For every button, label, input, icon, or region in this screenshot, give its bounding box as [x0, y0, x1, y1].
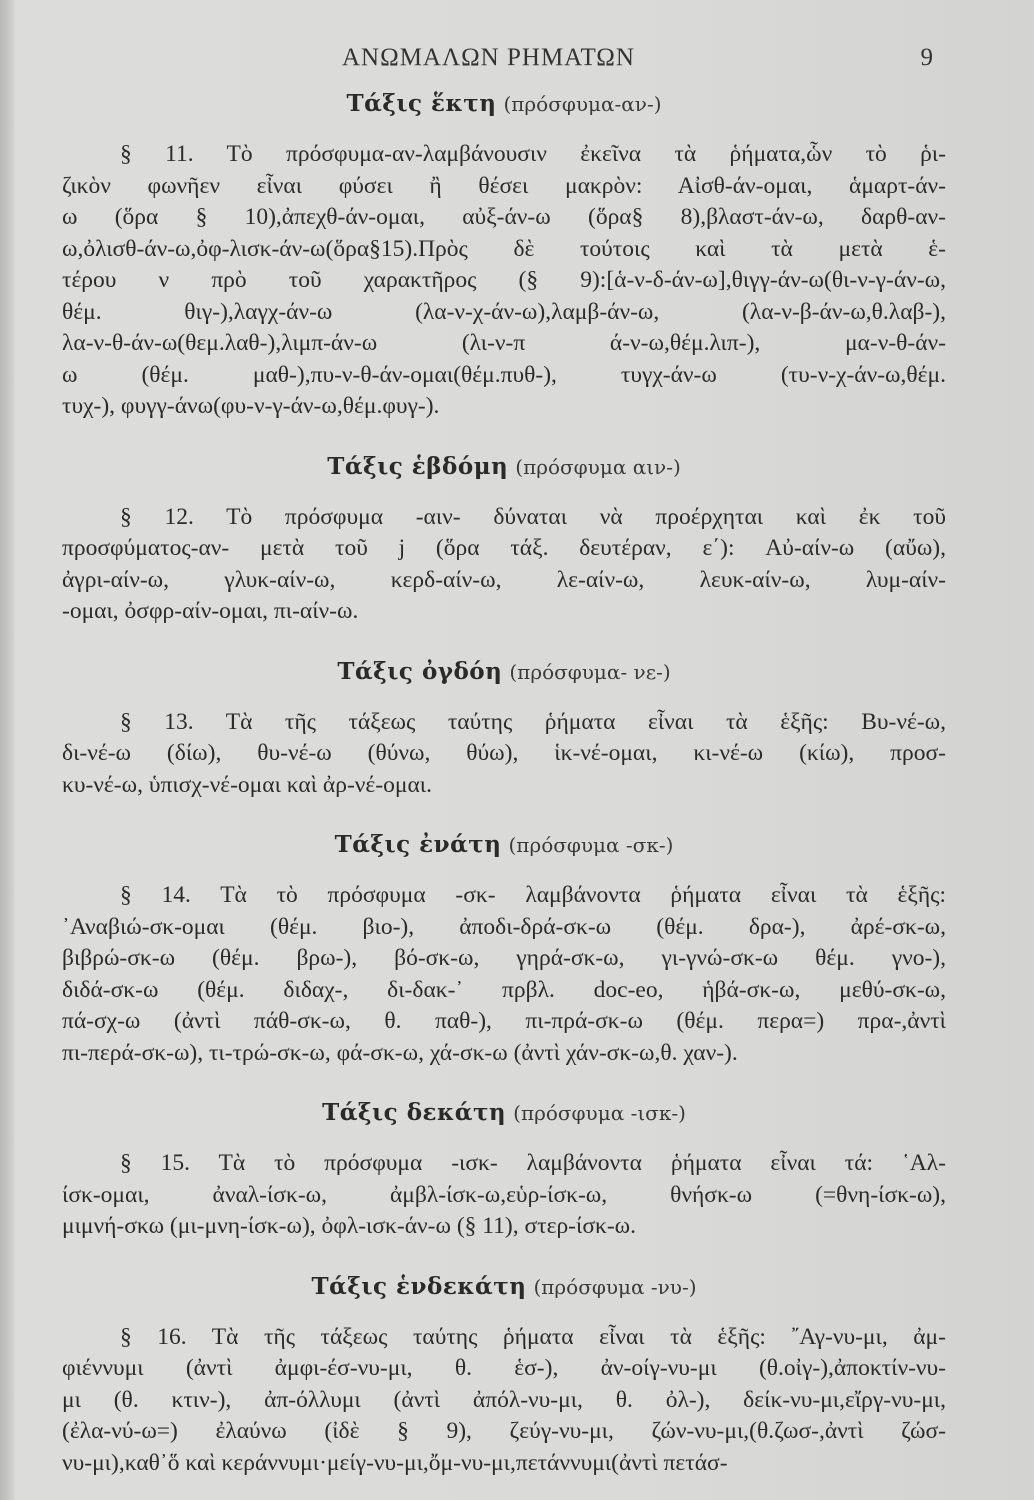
text-line: θέμ. θιγ-),λαγχ-άν-ω (λα-ν-χ-άν-ω),λαμβ-άν-ω, (λα-ν-β-άν-ω,θ.λαβ-), [62, 298, 946, 325]
text-line: πι-περά-σκ-ω), τι-τρώ-σκ-ω, φά-σκ-ω, χά-σκ-ω (ἀντὶ χάν-σκ-ω,θ. χαν-). [62, 1039, 738, 1066]
section-paragraph [62, 139, 946, 423]
text-line: ᾿Αναβιώ-σκ-ομαι (θέμ. βιο-), ἀποδι-δρά-σκ-ω (θέμ. δρα-), ἀρέ-σκ-ω, [62, 913, 946, 940]
running-title: ΑΝΩΜΑΛΩΝ ΡΗΜΑΤΩΝ [342, 44, 635, 71]
text-line: § 11. Τὸ πρόσφυμα-αν-λαμβάνουσιν ἐκεῖνα τὰ ῥήματα,ὧν τὸ ῥι- [120, 141, 946, 167]
text-line: τυχ-), φυγγ-άνω(φυ-ν-γ-άν-ω,θέμ.φυγ-). [62, 393, 440, 419]
text-line: (ἐλα-νύ-ω=) ἐλαύνω (ἰδὲ § 9), ζεύγ-νυ-μι, ζών-νυ-μι,(θ.ζωσ-,ἀντὶ ζώσ- [62, 1418, 946, 1444]
section-heading-title: Τάξις ἑβδόμη [327, 452, 509, 480]
text-line: κυ-νέ-ω, ὑπισχ-νέ-ομαι καὶ ἀρ-νέ-ομαι. [62, 771, 432, 798]
section-heading-suffix: (πρόσφυμα- νε-) [509, 659, 671, 684]
section-paragraph [62, 1322, 946, 1480]
section-heading-suffix: (πρόσφυμα -νυ-) [533, 1274, 697, 1299]
text-line: ἀγρι-αίν-ω, γλυκ-αίν-ω, κερδ-αίν-ω, λε-αίν-ω, λευκ-αίν-ω, λυμ-αίν- [62, 566, 946, 593]
section-heading-title: Τάξις ὀγδόη [337, 657, 503, 685]
section-heading [62, 831, 946, 858]
section-heading [62, 658, 946, 685]
text-line: § 13. Τὰ τῆς τάξεως ταύτης ῥήματα εἶναι τὰ ἑξῆς: Βυ-νέ-ω, [120, 708, 946, 735]
section-heading-title: Τάξις ἑνδεκάτη [311, 1272, 527, 1300]
text-line: ίσκ-ομαι, ἀναλ-ίσκ-ω, ἀμβλ-ίσκ-ω,εὑρ-ίσκ-ω, θνήσκ-ω (=θνη-ίσκ-ω), [62, 1181, 946, 1208]
page-spine-shadow [0, 0, 14, 1500]
text-line: προσφύματος-αν- μετὰ τοῦ j (ὅρα τάξ. δευτέραν, ε΄): Αὐ-αίν-ω (αὔω), [62, 535, 946, 561]
text-line: τέρου ν πρὸ τοῦ χαρακτῆρος (§ 9):[ἁ-ν-δ-άν-ω],θιγγ-άν-ω(θι-ν-γ-άν-ω, [62, 267, 946, 293]
text-line: μιμνή-σκω (μι-μνη-ίσκ-ω), ὀφλ-ισκ-άν-ω (§ 11), στερ-ίσκ-ω. [62, 1213, 637, 1239]
section-paragraph [62, 1148, 946, 1243]
section-heading-title: Τάξις ἐνάτη [334, 831, 502, 858]
running-header [62, 38, 946, 82]
section-heading [62, 1099, 946, 1126]
section-heading [62, 1273, 946, 1300]
section-heading-suffix: (πρόσφυμα -ισκ-) [513, 1101, 686, 1125]
section-heading [62, 453, 946, 480]
section-heading-title: Τάξις δεκάτη [322, 1099, 507, 1126]
text-line: διδά-σκ-ω (θέμ. διδαχ-, δι-δακ-᾿ πρβλ. doc-eo, ἡβά-σκ-ω, μεθύ-σκ-ω, [62, 976, 946, 1003]
text-line: λα-ν-θ-άν-ω(θεμ.λαθ-),λιμπ-άν-ω (λι-ν-π ά-ν-ω,θέμ.λιπ-), μα-ν-θ-άν- [62, 330, 946, 356]
text-line: βιβρώ-σκ-ω (θέμ. βρω-), βό-σκ-ω, γηρά-σκ-ω, γι-γνώ-σκ-ω θέμ. γνο-), [62, 945, 946, 971]
section-heading-suffix: (πρόσφυμα -σκ-) [508, 833, 674, 857]
text-line: § 14. Τὰ τὸ πρόσφυμα -σκ- λαμβάνοντα ῥήματα εἶναι τὰ ἑξῆς: [120, 882, 946, 908]
text-line: φιέννυμι (ἀντὶ ἀμφι-έσ-νυ-μι, θ. ἑσ-), ἀν-οίγ-νυ-μι (θ.οἰγ-),ἀποκτίν-νυ- [62, 1355, 946, 1381]
page-number: 9 [920, 44, 934, 71]
text-line: μι (θ. κτιν-), ἀπ-όλλυμι (ἀντὶ ἀπόλ-νυ-μι, θ. ὀλ-), δείκ-νυ-μι,εἴργ-νυ-μι, [62, 1386, 946, 1413]
text-line: ω (θέμ. μαθ-),πυ-ν-θ-άν-ομαι(θέμ.πυθ-), τυγχ-άν-ω (τυ-ν-χ-άν-ω,θέμ. [62, 361, 946, 388]
page-body [62, 90, 946, 1479]
section-paragraph [62, 502, 946, 628]
text-line: ζικὸν φωνῆεν εἶναι φύσει ἢ θέσει μακρὸν: Αἰσθ-άν-ομαι, ἁμαρτ-άν- [62, 172, 946, 199]
section-heading [62, 90, 946, 117]
text-line: -ομαι, ὀσφρ-αίν-ομαι, πι-αίν-ω. [62, 598, 359, 624]
section-paragraph [62, 707, 946, 802]
text-line: δι-νέ-ω (δίω), θυ-νέ-ω (θύνω, θύω), ἱκ-νέ-ομαι, κι-νέ-ω (κίω), προσ- [62, 740, 946, 766]
text-line: ω (ὅρα § 10),ἀπεχθ-άν-ομαι, αὐξ-άν-ω (ὅρα§ 8),βλαστ-άν-ω, δαρθ-αν- [62, 204, 946, 230]
section-paragraph [62, 880, 946, 1069]
section-heading-suffix: (πρόσφυμα-αν-) [503, 92, 662, 116]
section-heading-title: Τάξις ἕκτη [346, 90, 497, 117]
text-line: νυ-μι),καθ᾿ὅ καὶ κεράννυμι·μείγ-νυ-μι,ὄμ-νυ-μι,πετάννυμι(ἀντὶ πετάσ- [62, 1449, 728, 1476]
text-line: § 15. Τὰ τὸ πρόσφυμα -ισκ- λαμβάνοντα ῥήματα εἶναι τά: ῾Αλ- [120, 1150, 946, 1176]
section-heading-suffix: (πρόσφυμα αιν-) [515, 454, 681, 479]
text-line: ω,ὀλισθ-άν-ω,ὀφ-λισκ-άν-ω(ὅρα§15).Πρὸς δὲ τούτοις καὶ τὰ μετὰ ἑ- [62, 235, 946, 262]
text-line: πά-σχ-ω (ἀντὶ πάθ-σκ-ω, θ. παθ-), πι-πρά-σκ-ω (θέμ. περα=) πρα-,ἀντὶ [62, 1008, 946, 1034]
text-line: § 16. Τὰ τῆς τάξεως ταύτης ῥήματα εἶναι τὰ ἑξῆς: ῎Αγ-νυ-μι, ἀμ- [120, 1323, 946, 1350]
text-line: § 12. Τὸ πρόσφυμα -αιν- δύναται νὰ προέρχηται καὶ ἐκ τοῦ [120, 503, 946, 530]
